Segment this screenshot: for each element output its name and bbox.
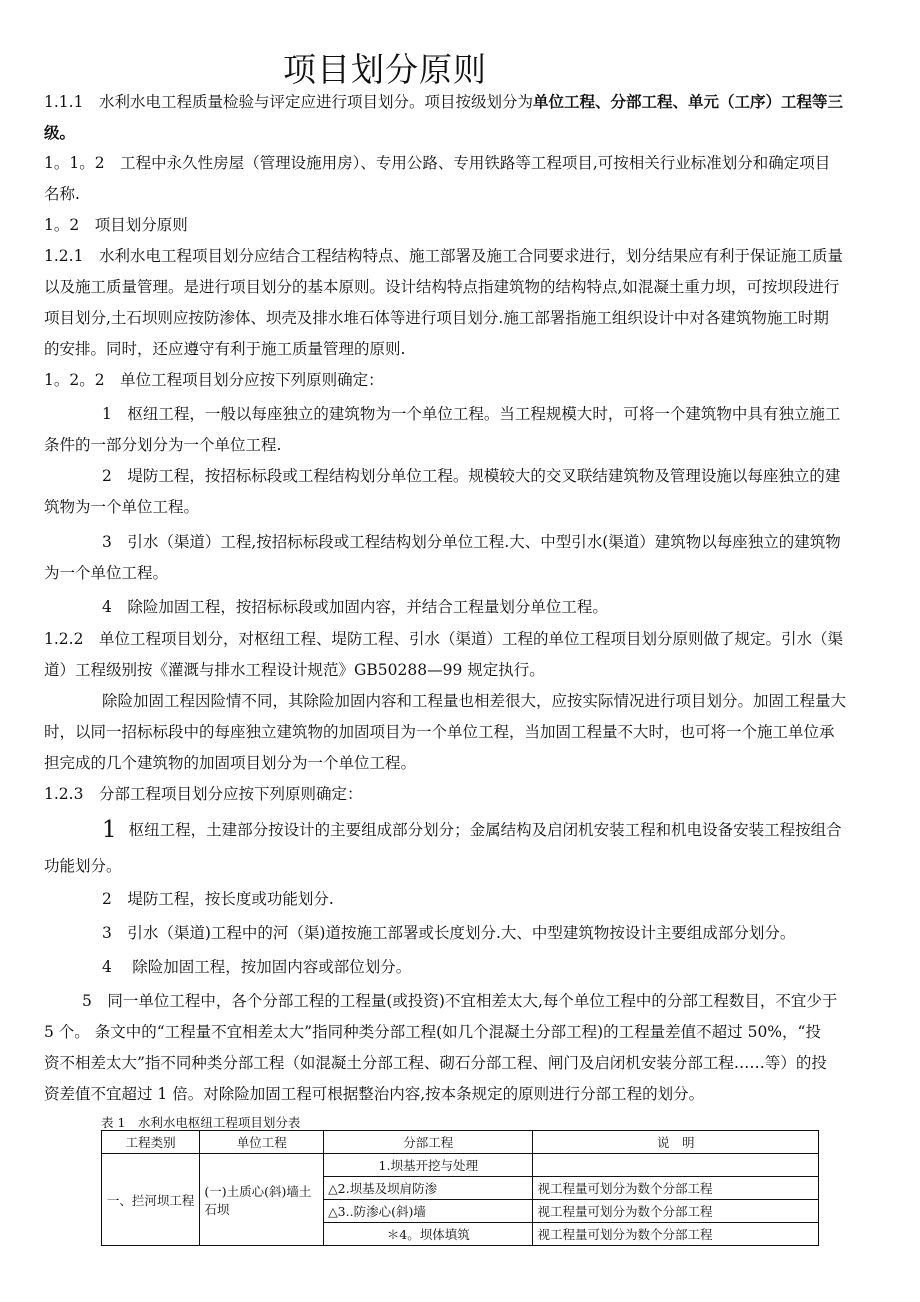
project-division-table bbox=[101, 1130, 819, 1246]
table-caption: 表 1 水利水电枢纽工程项目划分表 bbox=[101, 1115, 301, 1130]
clause-1-1-1 bbox=[44, 86, 884, 118]
clause-1-2-1: 1.2.1 水利水电工程项目划分应结合工程结构特点、施工部署及施工合同要求进行，划分结果应有利于保证施工质量 bbox=[44, 247, 843, 265]
text-line: 资差值不宜超过 1 倍。对除险加固工程可根据整治内容,按本条规定的原则进行分部工程的划分。 bbox=[44, 1085, 705, 1103]
category-cell: 一、拦河坝工程 bbox=[102, 1154, 200, 1246]
list-item: 5 同一单位工程中，各个分部工程的工程量(或投资)不宜相差太大,每个单位工程中的分部工程数目，不宜少于 bbox=[82, 992, 838, 1010]
part-cell: △2.坝基及坝肩防渗 bbox=[324, 1177, 533, 1200]
text-line: 1.1.1 水利水电工程质量检验与评定应进行项目划分。项目按级划分为 bbox=[44, 93, 533, 111]
list-item: 4 除险加固工程，按招标标段或加固内容，并结合工程量划分单位工程。 bbox=[102, 598, 608, 616]
list-item: 4 除险加固工程，按加固内容或部位划分。 bbox=[102, 958, 412, 976]
clause-1-2-2: 1。2。2 单位工程项目划分应按下列原则确定： bbox=[44, 371, 384, 389]
text-line: 级。 bbox=[44, 123, 76, 142]
bold-text: 单位工程、分部工程、单元（工序）工程等三 bbox=[532, 92, 843, 111]
part-cell: △3..防渗心(斜)墙 bbox=[324, 1200, 533, 1223]
text-line: 5 个。 条文中的“工程量不宜相差太大”指同种类分部工程(如几个混凝土分部工程)的工程量差值不超过 50%，“投 bbox=[44, 1023, 821, 1041]
note-cell bbox=[533, 1154, 819, 1177]
clause-1-2-2b: 1.2.2 单位工程项目划分，对枢纽工程、堤防工程、引水（渠道）工程的单位工程项目划分原则做了规定。引水（渠 bbox=[44, 630, 843, 648]
note-cell: 视工程量可划分为数个分部工程 bbox=[533, 1223, 819, 1246]
unit-cell: (一)土质心(斜)墙土石坝 bbox=[200, 1154, 324, 1246]
note-cell: 视工程量可划分为数个分部工程 bbox=[533, 1200, 819, 1223]
section-heading: 1。2 项目划分原则 bbox=[44, 216, 188, 234]
list-item bbox=[44, 815, 920, 846]
text-line: 名称. bbox=[44, 185, 80, 203]
list-item: 2 堤防工程，按招标标段或工程结构划分单位工程。规模较大的交叉联结建筑物及管理设施以每座独立的建 bbox=[102, 467, 841, 485]
text-line: 为一个单位工程。 bbox=[44, 564, 169, 582]
part-cell: ＊4。坝体填筑 bbox=[324, 1223, 533, 1246]
text-line: 以及施工质量管理。是进行项目划分的基本原则。设计结构特点指建筑物的结构特点,如混凝土重力坝，可按坝段进行 bbox=[44, 278, 840, 296]
text-line: 的安排。同时，还应遵守有利于施工质量管理的原则. bbox=[44, 340, 406, 358]
header-cell: 说 明 bbox=[533, 1131, 819, 1154]
big-numeral: 1 bbox=[102, 817, 117, 843]
list-item: 3 引水（渠道)工程中的河（渠)道按施工部署或长度划分.大、中型建筑物按设计主要组成部分划分。 bbox=[102, 924, 796, 942]
text-line: 项目划分,土石坝则应按防渗体、坝壳及排水堆石体等进行项目划分.施工部署指施工组织设计中对各建筑物施工时期 bbox=[44, 309, 829, 327]
text-line: 条件的一部分划分为一个单位工程. bbox=[44, 436, 282, 454]
paragraph-line: 除险加固工程因险情不同，其除险加固内容和工程量也相差很大，应按实际情况进行项目划分。加固工程量大 bbox=[102, 692, 847, 710]
text-line: 资不相差太大”指不同种类分部工程（如混凝土分部工程、砌石分部工程、闸门及启闭机安装分部工程……等）的投 bbox=[44, 1054, 827, 1072]
text-line: 道）工程级别按《灌溉与排水工程设计规范》GB50288—99 规定执行。 bbox=[44, 661, 545, 679]
clause-1-2-3: 1.2.3 分部工程项目划分应按下列原则确定： bbox=[44, 785, 363, 803]
table-row bbox=[102, 1154, 819, 1177]
clause-1-1-2: 1。1。2 工程中永久性房屋（管理设施用房）、专用公路、专用铁路等工程项目,可按相关行业标准划分和确定项目 bbox=[44, 154, 831, 172]
header-cell: 分部工程 bbox=[324, 1131, 533, 1154]
text-line: 功能划分。 bbox=[44, 857, 122, 875]
header-cell: 工程类别 bbox=[102, 1131, 200, 1154]
list-item: 1 枢纽工程，一般以每座独立的建筑物为一个单位工程。当工程规模大时，可将一个建筑物中具有独立施工 bbox=[102, 405, 841, 423]
list-item: 3 引水（渠道）工程,按招标标段或工程结构划分单位工程.大、中型引水(渠道）建筑物以每座独立的建筑物 bbox=[102, 533, 841, 551]
table-header-row bbox=[102, 1131, 819, 1154]
part-cell: 1.坝基开挖与处理 bbox=[324, 1154, 533, 1177]
list-item: 2 堤防工程，按长度或功能划分. bbox=[102, 890, 334, 908]
text-line: 担完成的几个建筑物的加固项目划分为一个单位工程。 bbox=[44, 754, 417, 772]
page-title: 项目划分原则 bbox=[283, 50, 487, 89]
text-line: 筑物为一个单位工程。 bbox=[44, 498, 200, 516]
note-cell: 视工程量可划分为数个分部工程 bbox=[533, 1177, 819, 1200]
header-cell: 单位工程 bbox=[200, 1131, 324, 1154]
text-line: 时，以同一招标标段中的每座独立建筑物的加固项目为一个单位工程，当加固工程量不大时，也可将一个施工单位承 bbox=[44, 723, 835, 741]
list-item-text: 枢纽工程，土建部分按设计的主要组成部分划分；金属结构及启闭机安装工程和机电设备安装工程按组合 bbox=[128, 821, 842, 839]
